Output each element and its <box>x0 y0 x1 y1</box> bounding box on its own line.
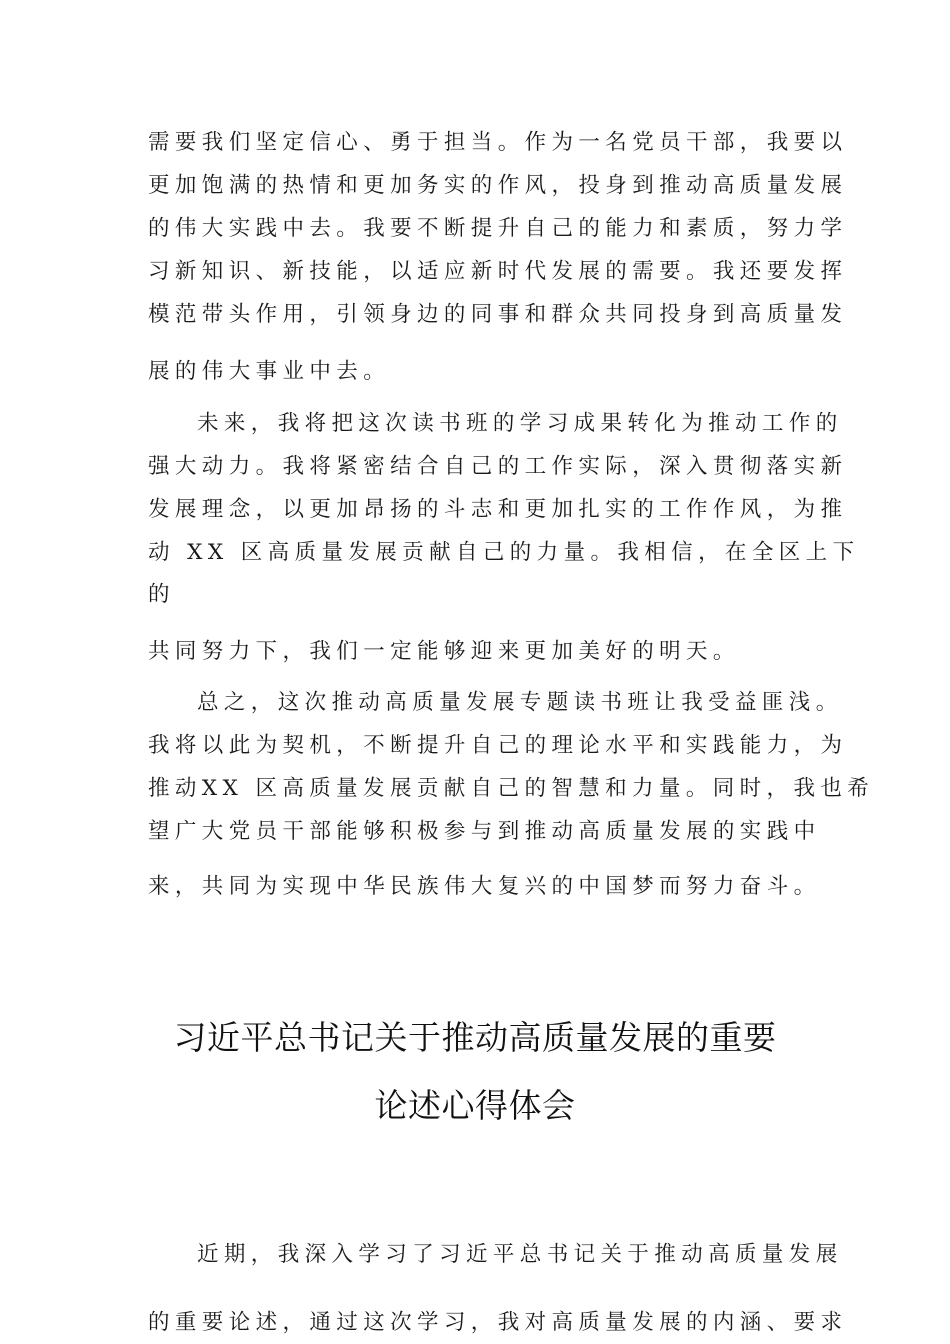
text-line: 未来，我将把这次读书班的学习成果转化为推动工作的 <box>197 411 843 436</box>
text-line: 发展理念，以更加昂扬的斗志和更加扎实的工作作风，为推 <box>148 497 848 522</box>
text-line: 来，共同为实现中华民族伟大复兴的中国梦而努力奋斗。 <box>148 874 821 899</box>
text-line: 的重要论述，通过这次学习，我对高质量发展的内涵、要求 <box>148 1310 848 1335</box>
section-title-line: 习近平总书记关于推动高质量发展的重要 <box>173 1018 777 1057</box>
text-line: 需要我们坚定信心、勇于担当。作为一名党员干部，我要以 <box>148 130 848 155</box>
text-line: 强大动力。我将紧密结合自己的工作实际，深入贯彻落实新 <box>148 454 848 479</box>
text-line: 模范带头作用，引领身边的同事和群众共同投身到高质量发 <box>148 302 848 327</box>
text-line: 我将以此为契机，不断提升自己的理论水平和实践能力，为 <box>148 733 848 758</box>
text-line: 推动XX 区高质量发展贡献自己的智慧和力量。同时，我也希 <box>148 776 875 801</box>
text-line: 总之，这次推动高质量发展专题读书班让我受益匪浅。 <box>197 690 843 715</box>
text-line: 展的伟大事业中去。 <box>148 359 391 384</box>
text-line: 的伟大实践中去。我要不断提升自己的能力和素质，努力学 <box>148 216 848 241</box>
text-line: 习新知识、新技能，以适应新时代发展的需要。我还要发挥 <box>148 259 848 284</box>
text-line: 的 <box>148 582 175 607</box>
text-line: 近期，我深入学习了习近平总书记关于推动高质量发展 <box>197 1242 843 1267</box>
text-line: 更加饱满的热情和更加务实的作风，投身到推动高质量发展 <box>148 173 848 198</box>
text-line: 望广大党员干部能够积极参与到推动高质量发展的实践中 <box>148 819 821 844</box>
text-line: 动 XX 区高质量发展贡献自己的力量。我相信，在全区上下 <box>148 540 860 565</box>
text-line: 共同努力下，我们一定能够迎来更加美好的明天。 <box>148 639 740 664</box>
section-title-line: 论述心得体会 <box>374 1086 576 1125</box>
